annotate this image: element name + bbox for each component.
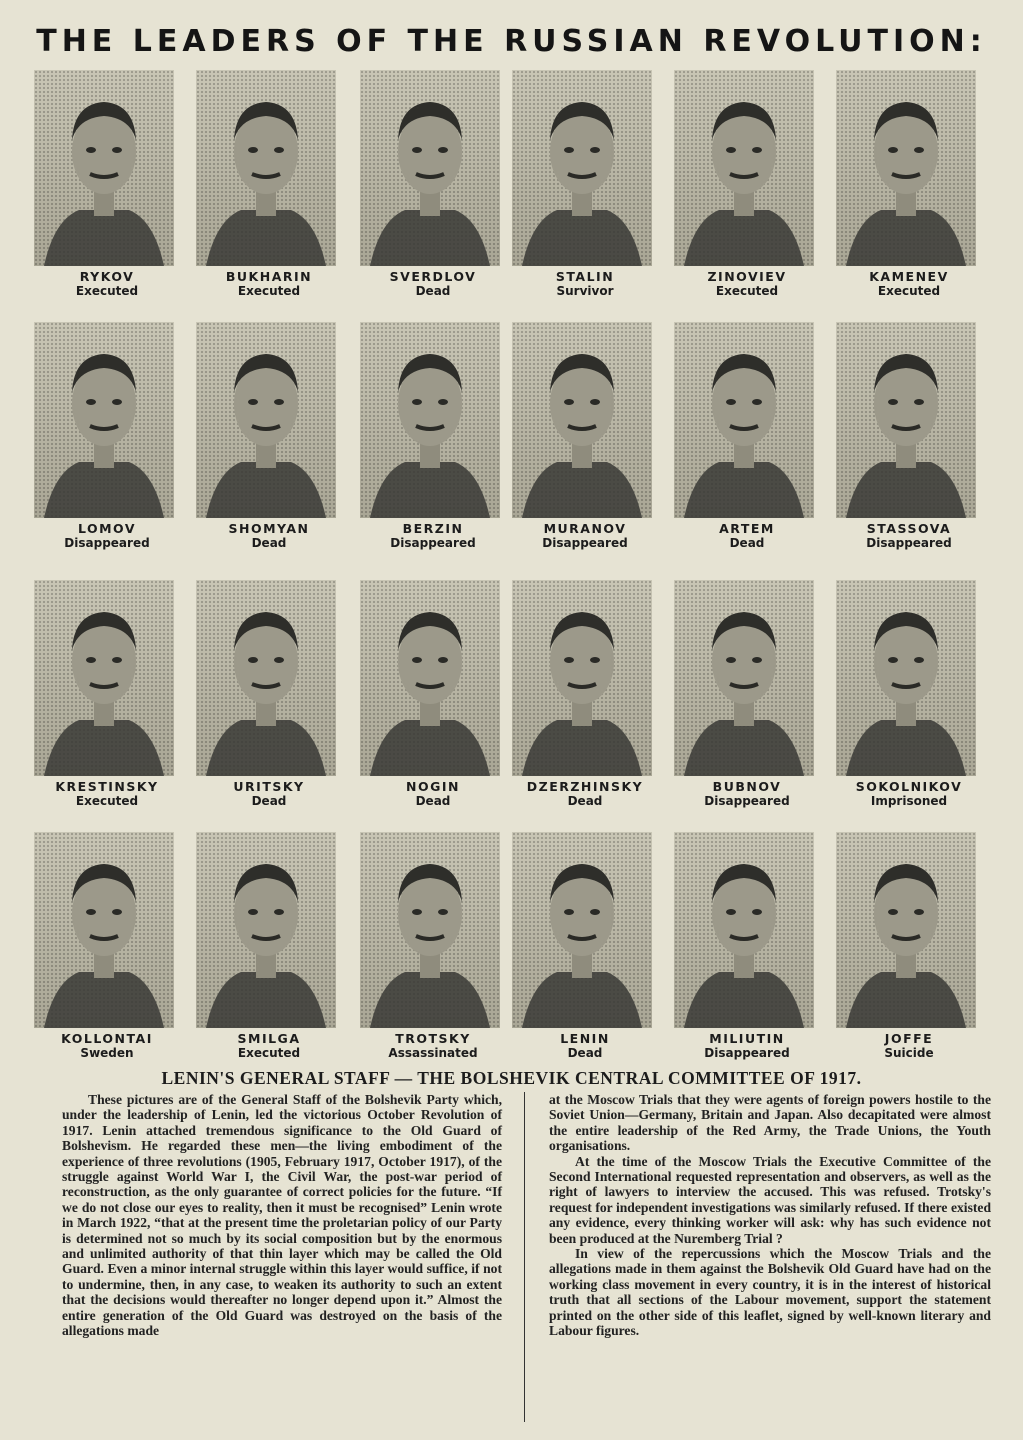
portrait-sketch — [512, 580, 652, 776]
portrait-sketch — [512, 322, 652, 518]
leader-fate: Disappeared — [390, 536, 476, 550]
leader-fate: Sweden — [80, 1046, 134, 1060]
leader-fate: Survivor — [556, 284, 614, 298]
portrait-sketch — [836, 580, 976, 776]
portrait-photo — [34, 832, 174, 1028]
leader-name: BERZIN — [402, 521, 464, 536]
portrait-card — [196, 832, 342, 1060]
portrait-card — [360, 70, 506, 298]
portrait-card — [34, 580, 180, 808]
leader-name: ZINOVIEV — [707, 269, 787, 284]
leader-fate: Executed — [237, 1046, 301, 1060]
leader-fate: Imprisoned — [870, 794, 948, 808]
leader-name: KOLLONTAI — [61, 1031, 153, 1046]
leader-name: STALIN — [555, 269, 615, 284]
leader-name: KAMENEV — [869, 269, 949, 284]
portrait-card — [360, 322, 506, 550]
portrait-photo — [674, 832, 814, 1028]
portrait-sketch — [34, 580, 174, 776]
leader-name: STASSOVA — [866, 521, 952, 536]
leader-name: RYKOV — [79, 269, 135, 284]
portrait-card — [196, 322, 342, 550]
leader-name: BUBNOV — [712, 779, 782, 794]
portrait-card — [512, 832, 658, 1060]
portrait-sketch — [360, 70, 500, 266]
leader-fate: Executed — [75, 284, 139, 298]
leader-name: TROTSKY — [395, 1031, 471, 1046]
portrait-row — [30, 580, 1000, 820]
portrait-card — [360, 580, 506, 808]
portrait-sketch — [512, 832, 652, 1028]
portrait-row — [30, 832, 1000, 1072]
leader-name: JOFFE — [884, 1031, 934, 1046]
portrait-card — [196, 70, 342, 298]
page-title: THE LEADERS OF THE RUSSIAN REVOLUTION: — [36, 24, 987, 59]
leader-fate: Dead — [567, 1046, 603, 1060]
section-subtitle: LENIN'S GENERAL STAFF — THE BOLSHEVIK CENTRAL COMMITTEE OF 1917. — [161, 1068, 862, 1088]
portrait-card — [34, 322, 180, 550]
portrait-card — [512, 70, 658, 298]
leader-name: SVERDLOV — [389, 269, 477, 284]
portrait-photo — [512, 832, 652, 1028]
body-paragraph: In view of the repercussions which the Moscow Trials and the allegations made in them against the Bolshevik Old Guard have had on the working class movement in every country, it is in the interest of historical truth that all sections of the Labour movement, support the statement printed on the other side of this leaflet, signed by well-known literary and Labour figures. — [549, 1246, 991, 1339]
leader-name: MILIUTIN — [709, 1031, 785, 1046]
body-column-right — [549, 1092, 991, 1339]
portrait-card — [674, 70, 820, 298]
portrait-sketch — [674, 70, 814, 266]
leader-name: SHOMYAN — [228, 521, 310, 536]
leader-name: NOGIN — [406, 779, 460, 794]
leader-name: LENIN — [560, 1031, 610, 1046]
portrait-card — [34, 70, 180, 298]
portrait-sketch — [836, 70, 976, 266]
leader-fate: Executed — [715, 284, 779, 298]
portrait-card — [512, 322, 658, 550]
portrait-sketch — [196, 580, 336, 776]
portrait-card — [836, 322, 982, 550]
portrait-sketch — [674, 580, 814, 776]
portrait-photo — [360, 70, 500, 266]
portrait-card — [836, 832, 982, 1060]
leader-fate: Assassinated — [388, 1046, 478, 1060]
portrait-sketch — [836, 832, 976, 1028]
leader-name: URITSKY — [233, 779, 305, 794]
leader-fate: Dead — [251, 794, 287, 808]
portrait-card — [674, 580, 820, 808]
portrait-card — [674, 832, 820, 1060]
body-paragraph: These pictures are of the General Staff of the Bolshevik Party which, under the leadership of Lenin, led the victorious October Revolution of 1917. Lenin attached tremendous significance to the Old Guard of Bolshevism. He regarded these men—the living embodiment of the experience of three revolutions (1905, February 1917, October 1917), of the struggle against World War I, the Civil War, the post-war period of reconstruction, as the only guarantee of correct policies for the future. “If we do not close our eyes to reality, then it must be recognised” Lenin wrote in March 1922, “that at the present time the proletarian policy of our Party is determined not so much by its social composition but by the enormous and unlimited authority of that thin layer which may be called the Old Guard. Even a minor internal struggle within this layer would suffice, if not to undermine, then, in any case, to weaken its authority to such an extent that the decisions would thereafter no longer depend upon it.” Almost the entire generation of the Old Guard was destroyed on the basis of the allegations made — [62, 1092, 502, 1339]
leader-name: DZERZHINSKY — [526, 779, 644, 794]
body-paragraph: at the Moscow Trials that they were agents of foreign powers hostile to the Soviet Union—Germany, Britain and Japan. Also decapitated were almost the entire leadership of the Red Army, the Trade Unions, the Youth organisations. — [549, 1092, 991, 1154]
portrait-photo — [34, 580, 174, 776]
leader-fate: Dead — [729, 536, 765, 550]
portrait-sketch — [196, 832, 336, 1028]
leader-fate: Disappeared — [704, 794, 790, 808]
leader-fate: Suicide — [884, 1046, 934, 1060]
portrait-sketch — [34, 70, 174, 266]
leader-fate: Dead — [567, 794, 603, 808]
portrait-photo — [34, 322, 174, 518]
portrait-photo — [836, 322, 976, 518]
portrait-sketch — [196, 70, 336, 266]
portrait-sketch — [674, 322, 814, 518]
portrait-photo — [196, 832, 336, 1028]
leader-fate: Disappeared — [866, 536, 952, 550]
leader-name: SMILGA — [237, 1031, 301, 1046]
portrait-sketch — [674, 832, 814, 1028]
portrait-sketch — [34, 322, 174, 518]
column-divider — [524, 1092, 525, 1422]
portrait-card — [674, 322, 820, 550]
leader-fate: Dead — [251, 536, 287, 550]
portrait-photo — [836, 70, 976, 266]
portrait-sketch — [360, 322, 500, 518]
leader-fate: Disappeared — [542, 536, 628, 550]
portrait-photo — [674, 70, 814, 266]
portrait-sketch — [34, 832, 174, 1028]
leader-fate: Disappeared — [704, 1046, 790, 1060]
portrait-photo — [836, 832, 976, 1028]
leader-name: BUKHARIN — [225, 269, 313, 284]
portrait-photo — [196, 322, 336, 518]
portrait-sketch — [360, 580, 500, 776]
leader-fate: Dead — [415, 284, 451, 298]
portrait-row — [30, 322, 1000, 562]
portrait-card — [360, 832, 506, 1060]
leader-name: KRESTINSKY — [55, 779, 159, 794]
portrait-sketch — [196, 322, 336, 518]
portrait-sketch — [512, 70, 652, 266]
portrait-photo — [196, 70, 336, 266]
portrait-row — [30, 70, 1000, 310]
portrait-card — [836, 580, 982, 808]
portrait-photo — [674, 322, 814, 518]
portrait-photo — [512, 70, 652, 266]
portrait-photo — [360, 322, 500, 518]
leader-fate: Executed — [877, 284, 941, 298]
leader-name: LOMOV — [77, 521, 137, 536]
portrait-card — [34, 832, 180, 1060]
portrait-photo — [836, 580, 976, 776]
portrait-card — [836, 70, 982, 298]
portrait-sketch — [836, 322, 976, 518]
portrait-sketch — [360, 832, 500, 1028]
portrait-photo — [360, 580, 500, 776]
leader-fate: Executed — [75, 794, 139, 808]
leader-name: SOKOLNIKOV — [855, 779, 963, 794]
portrait-photo — [34, 70, 174, 266]
leader-fate: Executed — [237, 284, 301, 298]
body-paragraph: At the time of the Moscow Trials the Executive Committee of the Second International requested representation and observers, as well as the right of lawyers to interview the accused. This was refused. Trotsky's request for independent investigations was similarly refused. If there existed any evidence, every thinking worker will ask: why has such evidence not been produced at the Nuremberg Trial ? — [549, 1153, 991, 1246]
portrait-photo — [674, 580, 814, 776]
leader-fate: Disappeared — [64, 536, 150, 550]
leader-name: MURANOV — [543, 521, 627, 536]
body-column-left — [62, 1092, 502, 1339]
portrait-photo — [512, 580, 652, 776]
portrait-card — [196, 580, 342, 808]
leader-name: ARTEM — [719, 521, 775, 536]
portrait-card — [512, 580, 658, 808]
portrait-photo — [512, 322, 652, 518]
leader-fate: Dead — [415, 794, 451, 808]
portrait-photo — [360, 832, 500, 1028]
portrait-photo — [196, 580, 336, 776]
